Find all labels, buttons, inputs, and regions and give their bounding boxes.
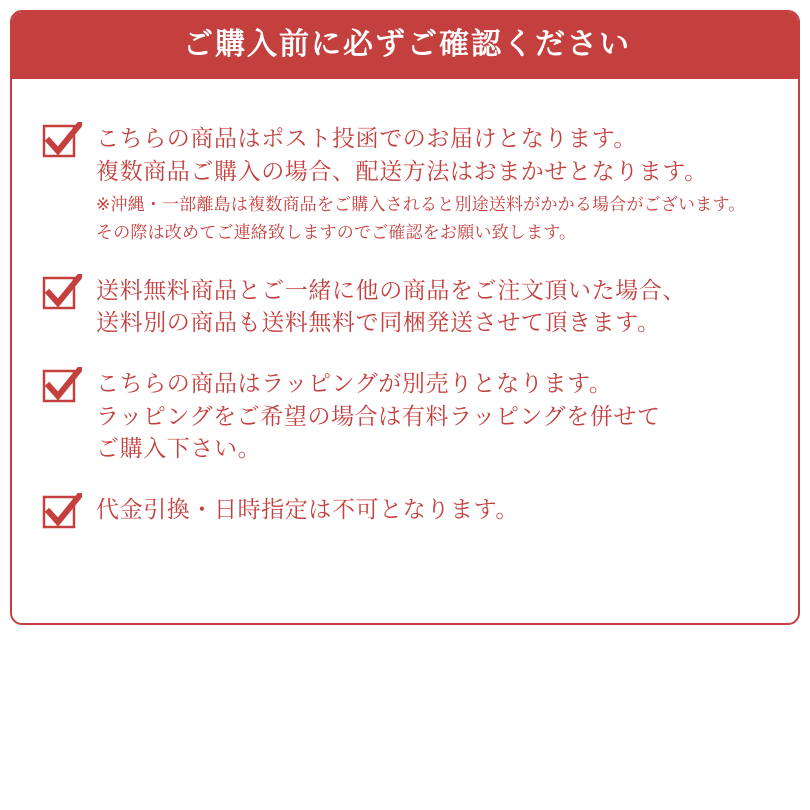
list-item bbox=[42, 272, 772, 339]
list-item-line: こちらの商品はラッピングが別売りとなります。 bbox=[96, 370, 613, 396]
note-block bbox=[96, 191, 772, 245]
check-icon bbox=[42, 493, 82, 533]
list-item-note: その際は改めてご連絡致しますのでご確認をお願い致します。 bbox=[96, 222, 577, 242]
list-item bbox=[42, 491, 772, 533]
list-item-line: ご購入下さい。 bbox=[96, 435, 262, 462]
list-item-text bbox=[96, 120, 772, 246]
list-item-text bbox=[96, 365, 772, 465]
list-item bbox=[42, 120, 772, 246]
list-item-line: 送料無料商品とご一緒に他の商品をご注文頂いた場合、 bbox=[96, 276, 686, 303]
page-title: ご購入前に必ずご確認ください bbox=[183, 28, 631, 61]
list-item-line: ラッピングをご希望の場合は有料ラッピングを併せて bbox=[96, 402, 661, 429]
list-item-text bbox=[96, 491, 772, 526]
list-item-line: こちらの商品はポスト投函でのお届けとなります。 bbox=[96, 125, 637, 151]
check-icon bbox=[42, 367, 82, 407]
check-icon bbox=[42, 122, 82, 162]
notice-body bbox=[12, 80, 800, 559]
list-item-note: ※沖縄・一部離島は複数商品をご購入されると別途送料がかかる場合がございます。 bbox=[96, 195, 746, 215]
list-item-line: 代金引換・日時指定は不可となります。 bbox=[96, 495, 519, 522]
list-item-line: 複数商品ご購入の場合、配送方法はおまかせとなります。 bbox=[96, 157, 708, 184]
list-item-text bbox=[96, 272, 772, 339]
list-item bbox=[42, 365, 772, 465]
notice-header bbox=[11, 11, 800, 79]
list-item-line: 送料別の商品も送料無料で同梱発送させて頂きます。 bbox=[96, 309, 661, 336]
check-icon bbox=[42, 274, 82, 314]
notice-card bbox=[10, 10, 800, 625]
